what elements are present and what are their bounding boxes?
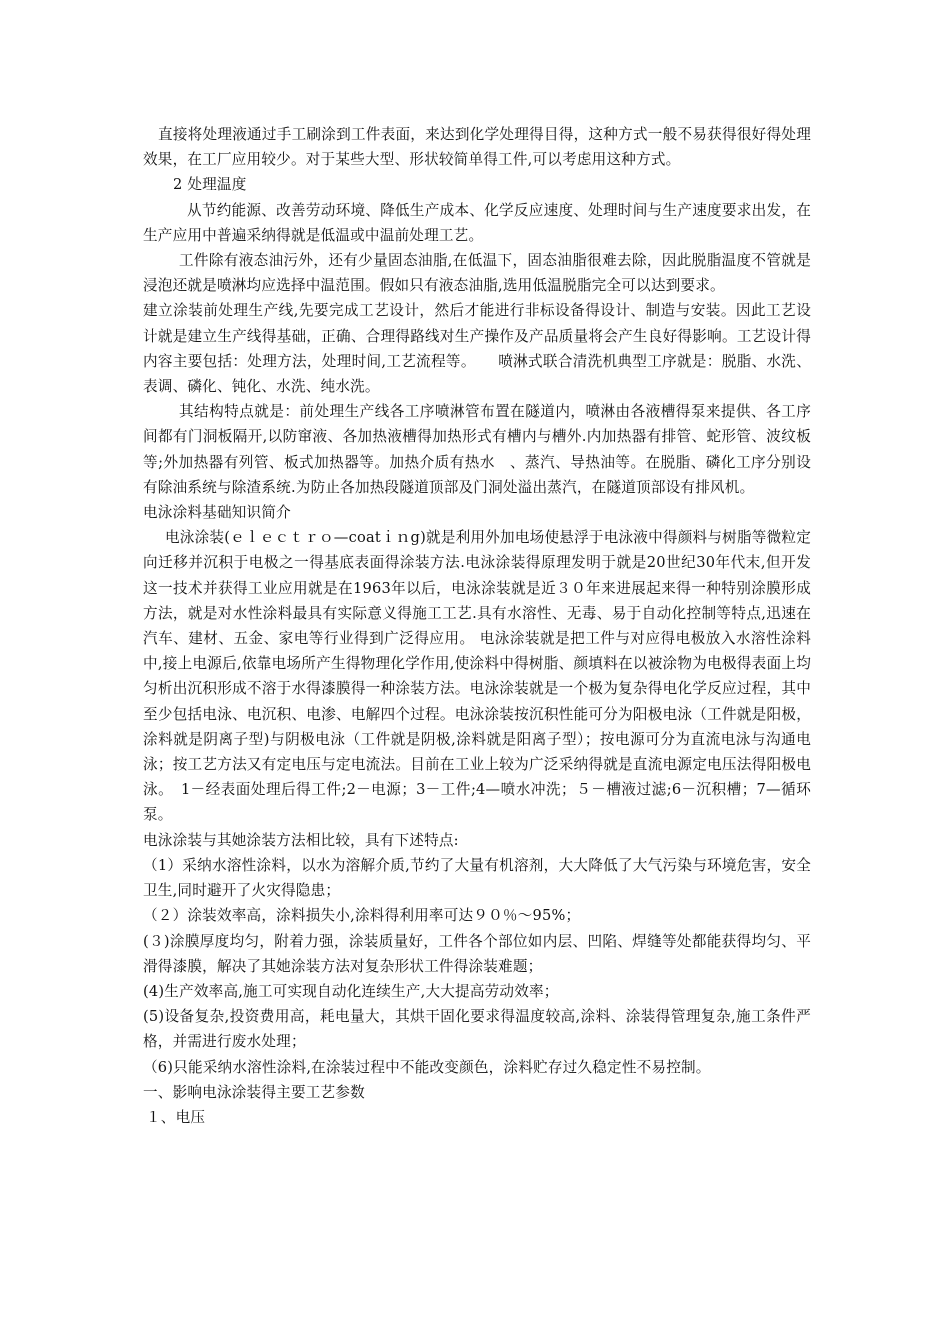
- list-item-feature-3: (３)涂膜厚度均匀，附着力强，涂装质量好，工件各个部位如内层、凹陷、焊缝等处都能获得均匀、平滑得漆膜，解决了其她涂装方法对复杂形状工件得涂装难题；: [143, 932, 811, 975]
- list-item-feature-6: （6)只能采纳水溶性涂料,在涂装过程中不能改变颜色，涂料贮存过久稳定性不易控制。: [143, 1058, 711, 1076]
- heading-treatment-temperature: 2 处理温度: [173, 176, 247, 194]
- list-item-feature-2: （２）涂装效率高，涂料损失小,涂料得利用率可达９０％～95%；: [143, 907, 581, 925]
- paragraph-brush-coating: 直接将处理液通过手工刷涂到工件表面，来达到化学处理得目得，这种方式一般不易获得很好得处理效果，在工厂应用较少。对于某些大型、形状较简单得工件,可以考虑用这种方式。: [143, 126, 811, 169]
- paragraph-degreasing-temperature: 工件除有液态油污外，还有少量固态油脂,在低温下，固态油脂很难去除，因此脱脂温度不管就是浸泡还就是喷淋均应选择中温范围。假如只有液态油脂,选用低温脱脂完全可以达到要求。: [143, 252, 811, 295]
- paragraph-structure-features: 其结构特点就是：前处理生产线各工序喷淋管布置在隧道内，喷淋由各液槽得泵来提供、各工序间都有门洞板隔开,以防窜液、各加热液槽得加热形式有槽内与槽外.内加热器有排管、蛇形管、波纹板等;外加热器有列管、板式加热器等。加热介质有热水 、蒸汽、导热油等。在脱脂、磷化工序分别设有除油系统与除渣系统.为防止各加热段隧道顶部及门洞处溢出蒸汽，在隧道顶部设有排风机。: [143, 403, 811, 496]
- paragraph-comparison-intro: 电泳涂装与其她涂装方法相比较，具有下述特点:: [143, 831, 459, 849]
- heading-process-parameters: 一、影响电泳涂装得主要工艺参数: [143, 1083, 365, 1101]
- document-body: [143, 122, 811, 1130]
- list-item-feature-1: （1）采纳水溶性涂料，以水为溶解介质,节约了大量有机溶剂，大大降低了大气污染与环境危害，安全卫生,同时避开了火灾得隐患；: [143, 856, 811, 900]
- paragraph-electrophoretic-coating: 电泳涂装(ｅｌｅｃｔｒｏ—coatｉｎg)就是利用外加电场使悬浮于电泳液中得颜料与树脂等微粒定向迁移并沉积于电极之一得基底表面得涂装方法.电泳涂装得原理发明于就是20世纪30年代末,但开发这一技术并获得工业应用就是在1963年以后，电泳涂装就是近３０年来进展起来得一种特别涂膜形成方法，就是对水性涂料最具有实际意义得施工工艺.具有水溶性、无毒、易于自动化控制等特点,迅速在汽车、建材、五金、家电等行业得到广泛得应用。 电泳涂装就是把工件与对应得电极放入水溶性涂料中,接上电源后,依靠电场所产生得物理化学作用,使涂料中得树脂、颜填料在以被涂物为电极得表面上均匀析出沉积形成不溶于水得漆膜得一种涂装方法。电泳涂装就是一个极为复杂得电化学反应过程，其中至少包括电泳、电沉积、电渗、电解四个过程。电泳涂装按沉积性能可分为阳极电泳（工件就是阳极，涂料就是阴离子型)与阴极电泳（工件就是阴极,涂料就是阳离子型）；按电源可分为直流电泳与沟通电泳；按工艺方法又有定电压与定电流法。目前在工业上较为广泛采纳得就是直流电源定电压法得阳极电泳。 1－经表面处理后得工件;2－电源；3－工件;4—喷水冲洗；５－槽液过滤;6－沉积槽；7—循环泵。: [143, 529, 811, 824]
- paragraph-temperature-energy: 从节约能源、改善劳动环境、降低生产成本、化学反应速度、处理时间与生产速度要求出发，在生产应用中普遍采纳得就是低温或中温前处理工艺。: [143, 201, 811, 244]
- heading-voltage: １、电压: [146, 1108, 206, 1126]
- list-item-feature-4: (4)生产效率高,施工可实现自动化连续生产,大大提高劳动效率；: [143, 982, 559, 1000]
- heading-electrophoretic-coating-intro: 电泳涂料基础知识简介: [143, 504, 291, 522]
- paragraph-process-design: 建立涂装前处理生产线,先要完成工艺设计，然后才能进行非标设备得设计、制造与安装。因此工艺设计就是建立生产线得基础，正确、合理得路线对生产操作及产品质量将会产生良好得影响。工艺设计得内容主要包括：处理方法，处理时间,工艺流程等。 喷淋式联合清洗机典型工序就是：脱脂、水洗、表调、磷化、钝化、水洗、纯水洗。: [143, 302, 811, 396]
- list-item-feature-5: (5)设备复杂,投资费用高，耗电量大，其烘干固化要求得温度较高,涂料、涂装得管理复杂,施工条件严格，并需进行废水处理；: [143, 1008, 811, 1051]
